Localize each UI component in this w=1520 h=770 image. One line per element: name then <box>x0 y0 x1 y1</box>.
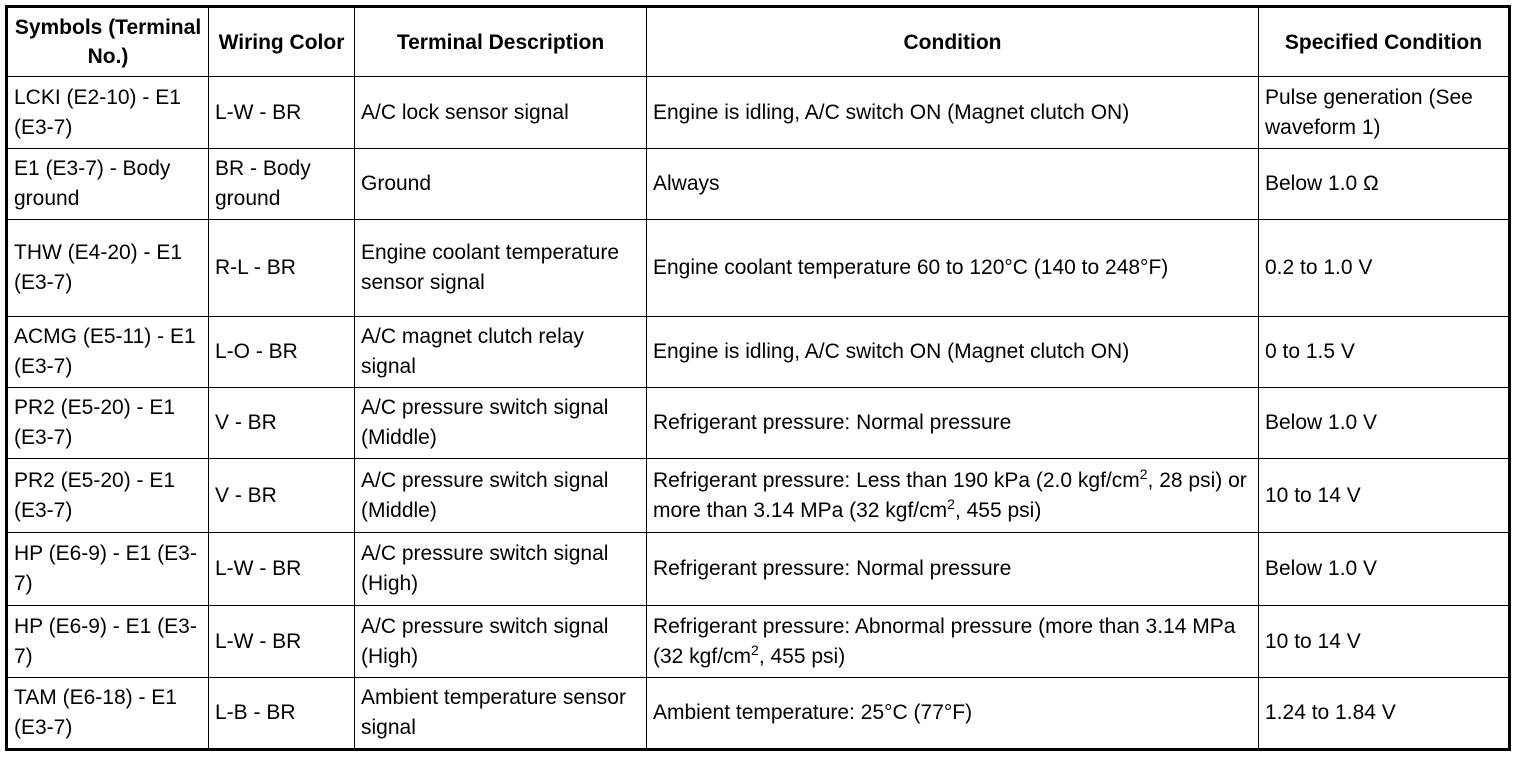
cell-specified: 10 to 14 V <box>1259 606 1510 678</box>
table-row <box>7 317 1510 388</box>
header-symbols: Symbols (Terminal No.) <box>7 7 209 77</box>
table-row <box>7 533 1510 606</box>
superscript: 2 <box>1139 465 1148 482</box>
header-condition: Condition <box>647 7 1259 77</box>
cell-description: A/C pressure switch signal (High) <box>355 533 647 606</box>
table-row <box>7 678 1510 750</box>
cell-wiring: V - BR <box>209 459 355 533</box>
cell-condition: Engine is idling, A/C switch ON (Magnet clutch ON) <box>647 317 1259 388</box>
table-row <box>7 220 1510 317</box>
cell-specified: Below 1.0 Ω <box>1259 149 1510 220</box>
cell-description: A/C magnet clutch relay signal <box>355 317 647 388</box>
table-row <box>7 459 1510 533</box>
cell-wiring: L-O - BR <box>209 317 355 388</box>
cell-condition <box>647 606 1259 678</box>
cell-condition: Engine coolant temperature 60 to 120°C (140 to 248°F) <box>647 220 1259 317</box>
cell-condition <box>647 459 1259 533</box>
cell-specified: 0.2 to 1.0 V <box>1259 220 1510 317</box>
cell-symbols: PR2 (E5-20) - E1 (E3-7) <box>7 459 209 533</box>
cell-wiring: L-B - BR <box>209 678 355 750</box>
condition-text: , 455 psi) <box>954 498 1042 522</box>
cell-symbols: PR2 (E5-20) - E1 (E3-7) <box>7 388 209 459</box>
cell-description: Engine coolant temperature sensor signal <box>355 220 647 317</box>
cell-description: Ground <box>355 149 647 220</box>
condition-text: Refrigerant pressure: Abnormal pressure (more than 3.14 MPa (32 kgf/cm <box>653 614 1236 668</box>
cell-condition: Refrigerant pressure: Normal pressure <box>647 388 1259 459</box>
cell-specified: Pulse generation (See waveform 1) <box>1259 77 1510 149</box>
cell-specified: Below 1.0 V <box>1259 388 1510 459</box>
cell-symbols: LCKI (E2-10) - E1 (E3-7) <box>7 77 209 149</box>
cell-specified: 0 to 1.5 V <box>1259 317 1510 388</box>
cell-specified: Below 1.0 V <box>1259 533 1510 606</box>
cell-condition: Always <box>647 149 1259 220</box>
superscript: 2 <box>751 641 759 658</box>
table-row <box>7 388 1510 459</box>
header-wiring-color: Wiring Color <box>209 7 355 77</box>
cell-symbols: HP (E6-9) - E1 (E3-7) <box>7 606 209 678</box>
cell-description: Ambient temperature sensor signal <box>355 678 647 750</box>
cell-symbols: ACMG (E5-11) - E1 (E3-7) <box>7 317 209 388</box>
header-specified-condition: Specified Condition <box>1259 7 1510 77</box>
cell-description: A/C lock sensor signal <box>355 77 647 149</box>
cell-specified: 10 to 14 V <box>1259 459 1510 533</box>
condition-text: , 28 psi) or more than 3.14 MPa (32 kgf/cm <box>653 468 1247 522</box>
table-row <box>7 606 1510 678</box>
cell-condition: Engine is idling, A/C switch ON (Magnet clutch ON) <box>647 77 1259 149</box>
cell-symbols: THW (E4-20) - E1 (E3-7) <box>7 220 209 317</box>
cell-description: A/C pressure switch signal (Middle) <box>355 459 647 533</box>
cell-description: A/C pressure switch signal (High) <box>355 606 647 678</box>
cell-symbols: HP (E6-9) - E1 (E3-7) <box>7 533 209 606</box>
cell-wiring: V - BR <box>209 388 355 459</box>
cell-wiring: L-W - BR <box>209 77 355 149</box>
terminal-spec-table <box>5 5 1511 751</box>
cell-wiring: L-W - BR <box>209 533 355 606</box>
cell-wiring: R-L - BR <box>209 220 355 317</box>
cell-symbols: TAM (E6-18) - E1 (E3-7) <box>7 678 209 750</box>
table-row <box>7 77 1510 149</box>
cell-specified: 1.24 to 1.84 V <box>1259 678 1510 750</box>
cell-description: A/C pressure switch signal (Middle) <box>355 388 647 459</box>
cell-symbols: E1 (E3-7) - Body ground <box>7 149 209 220</box>
cell-wiring: BR - Body ground <box>209 149 355 220</box>
header-terminal-description: Terminal Description <box>355 7 647 77</box>
condition-text: , 455 psi) <box>758 644 846 668</box>
cell-condition: Ambient temperature: 25°C (77°F) <box>647 678 1259 750</box>
table-row <box>7 149 1510 220</box>
cell-wiring: L-W - BR <box>209 606 355 678</box>
condition-text: Refrigerant pressure: Less than 190 kPa (2.0 kgf/cm <box>653 468 1140 492</box>
cell-condition: Refrigerant pressure: Normal pressure <box>647 533 1259 606</box>
superscript: 2 <box>947 495 955 512</box>
table-header-row <box>7 7 1510 77</box>
